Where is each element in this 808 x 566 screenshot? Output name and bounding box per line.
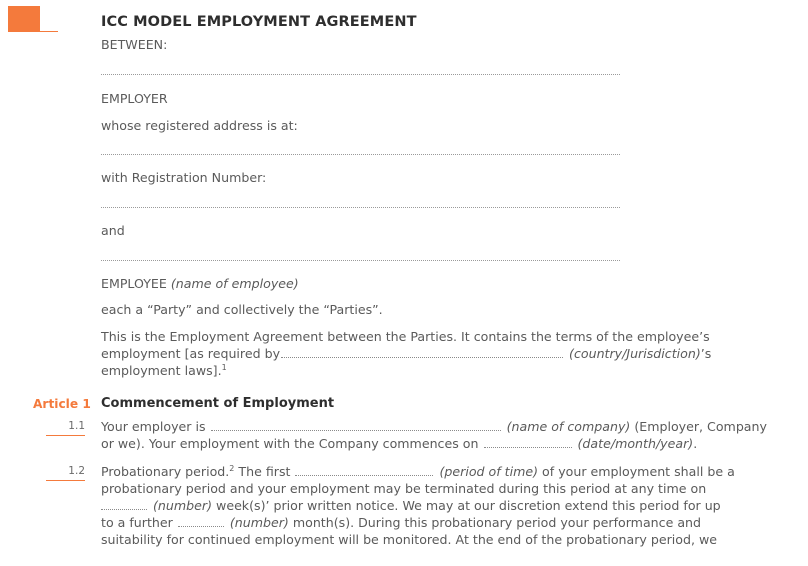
- jurisdiction-hint: (country/Jurisdiction): [569, 346, 701, 361]
- clause-1-2-line-5: suitability for continued employment will be monitored. At the end of the probationary period, we: [101, 532, 718, 547]
- footnote-ref-1[interactable]: 1: [221, 363, 227, 372]
- commencement-date-field[interactable]: [484, 438, 572, 448]
- employer-label: EMPLOYER: [101, 91, 168, 106]
- clause-1-2-line-1: [101, 463, 781, 480]
- clause-number: 1.2: [68, 465, 85, 477]
- clause-1-2: [101, 463, 781, 548]
- clause-rule: [46, 435, 85, 436]
- clause-1-2-line-2: probationary period and your employment may be terminated during this period at any time on: [101, 481, 707, 496]
- clause-number: 1.1: [68, 420, 85, 432]
- date-hint: (date/month/year): [577, 436, 694, 451]
- and-label: and: [101, 223, 125, 238]
- intro-line-2-suffix: ’s: [700, 346, 712, 361]
- probation-period-field[interactable]: [295, 466, 433, 476]
- employee-hint: (name of employee): [170, 276, 299, 291]
- employee-name-field[interactable]: [101, 260, 620, 261]
- collective-parties-text: each a “Party” and collectively the “Parties”.: [101, 302, 383, 317]
- registration-field[interactable]: [101, 207, 620, 208]
- footnote-ref-2[interactable]: 2: [229, 464, 235, 473]
- clause-1-1-line-2: [101, 435, 781, 452]
- clause-1-1-line-1: [101, 418, 781, 435]
- clause-text: .: [693, 436, 698, 451]
- clause-1-2-line-3: [101, 497, 781, 514]
- clause-text: Probationary period.: [101, 464, 230, 479]
- clause-text: month(s). During this probationary period your performance and: [292, 515, 702, 530]
- jurisdiction-field[interactable]: [281, 348, 563, 358]
- intro-line-3: [101, 362, 781, 379]
- between-label: BETWEEN:: [101, 37, 168, 52]
- address-field[interactable]: [101, 154, 620, 155]
- registration-label: with Registration Number:: [101, 170, 267, 185]
- brand-underline: [40, 31, 58, 32]
- address-label: whose registered address is at:: [101, 118, 298, 133]
- intro-line-2-text: employment [as required by: [101, 346, 281, 361]
- intro-line-2: [101, 345, 781, 362]
- clause-1-2-line-4: [101, 514, 781, 531]
- company-name-hint: (name of company): [506, 419, 631, 434]
- clause-1-1: [101, 418, 781, 452]
- period-hint: (period of time): [439, 464, 539, 479]
- company-name-field[interactable]: [211, 421, 501, 431]
- employee-label: [101, 276, 299, 291]
- article-title: Commencement of Employment: [101, 396, 335, 411]
- clause-text: (Employer, Company: [634, 419, 767, 434]
- clause-text: The first: [238, 464, 291, 479]
- brand-block-icon: [8, 6, 40, 32]
- clause-text: to a further: [101, 515, 173, 530]
- notice-weeks-field[interactable]: [101, 500, 147, 510]
- clause-text: or we). Your employment with the Company commences on: [101, 436, 479, 451]
- document-title: ICC MODEL EMPLOYMENT AGREEMENT: [101, 14, 417, 30]
- clause-text: Your employer is: [101, 419, 206, 434]
- number-hint: (number): [229, 515, 289, 530]
- extension-months-field[interactable]: [178, 517, 224, 527]
- intro-line-1: This is the Employment Agreement between the Parties. It contains the terms of the employee’s: [101, 329, 710, 344]
- clause-rule: [46, 480, 85, 481]
- clause-text: week(s)’ prior written notice. We may at our discretion extend this period for up: [216, 498, 721, 513]
- employer-name-field[interactable]: [101, 74, 620, 75]
- intro-paragraph: [101, 328, 781, 379]
- clause-text: of your employment shall be a: [542, 464, 735, 479]
- article-number: Article 1: [33, 397, 91, 411]
- intro-line-3-text: employment laws].: [101, 363, 222, 378]
- number-hint: (number): [153, 498, 212, 513]
- employee-label-text: EMPLOYEE: [101, 276, 167, 291]
